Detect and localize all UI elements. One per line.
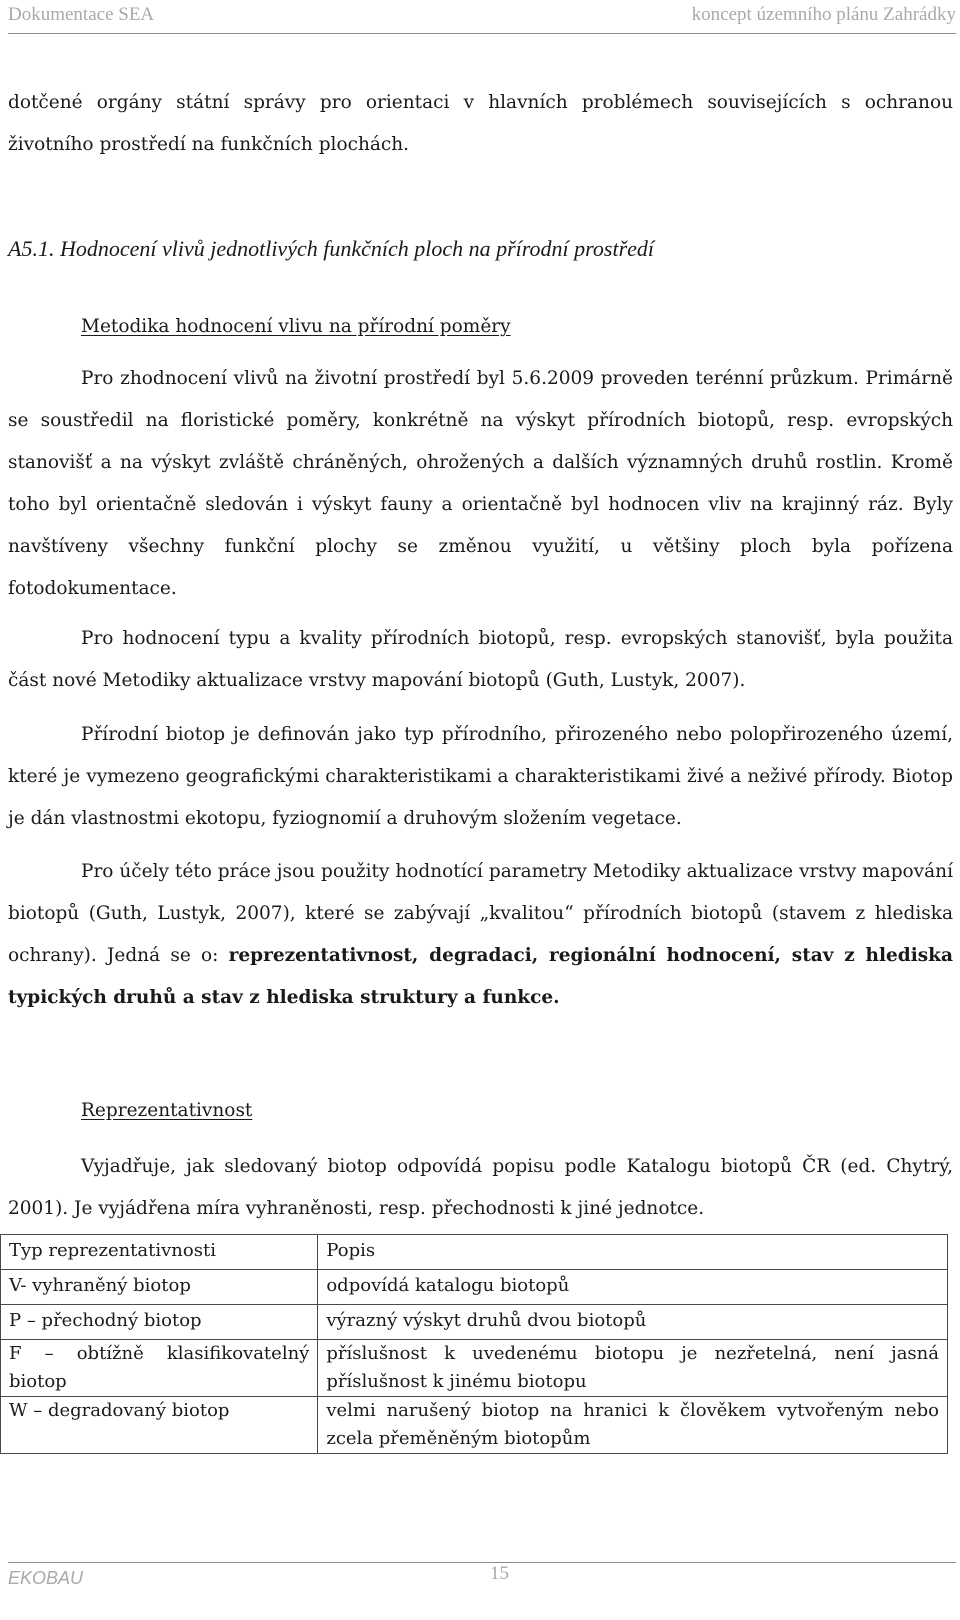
table-cell: F – obtížně klasifikovatelný biotop [1, 1340, 318, 1397]
method-heading: Metodika hodnocení vlivu na přírodní poměry [81, 316, 511, 337]
table-cell: P – přechodný biotop [1, 1305, 318, 1340]
table-cell: výrazný výskyt druhů dvou biotopů [318, 1305, 948, 1340]
section-heading: A5.1. Hodnocení vlivů jednotlivých funkčních ploch na přírodní prostředí [8, 236, 655, 261]
table-cell: W – degradovaný biotop [1, 1397, 318, 1454]
page-number: 15 [490, 1563, 509, 1584]
header-right-title: koncept územního plánu Zahrádky [691, 4, 956, 25]
table-row [1, 1305, 948, 1340]
table-row [1, 1340, 948, 1397]
paragraph-parameters [8, 851, 953, 1019]
paragraph-method-source: Pro hodnocení typu a kvality přírodních biotopů, resp. evropských stanovišť, byla použita část nové Metodiky aktualizace vrstvy mapování biotopů (Guth, Lustyk, 2007). [8, 628, 953, 691]
table-header-cell: Typ reprezentativnosti [1, 1235, 318, 1270]
table-row [1, 1270, 948, 1305]
representativeness-heading: Reprezentativnost [81, 1100, 253, 1121]
footer-divider [8, 1562, 956, 1563]
table-cell: V- vyhraněný biotop [1, 1270, 318, 1305]
header-divider [8, 33, 956, 34]
paragraph-intro: dotčené orgány státní správy pro orientaci v hlavních problémech souvisejících s ochranou životního prostředí na funkčních plochách. [8, 92, 953, 155]
table-header-cell: Popis [318, 1235, 948, 1270]
paragraph-survey: Pro zhodnocení vlivů na životní prostředí byl 5.6.2009 proveden terénní průzkum. Primárně se soustředil na floristické poměry, konkrétně na výskyt přírodních biotopů, resp. evropských stanovišť a na výskyt zvláště chráněných, ohrožených a dalších významných druhů rostlin. Kromě toho byl orientačně sledován i výskyt fauny a orientačně byl hodnocen vliv na krajinný ráz. Byly navštíveny všechny funkční plochy se změnou využití, u většiny ploch byla pořízena fotodokumentace. [8, 368, 953, 599]
page-header [8, 0, 956, 30]
paragraph-biotope-definition: Přírodní biotop je definován jako typ přírodního, přirozeného nebo polopřirozeného území, které je vymezeno geografickými charakteristikami a charakteristikami živé a neživé přírody. Biotop je dán vlastnostmi ekotopu, fyziognomií a druhovým složením vegetace. [8, 724, 953, 829]
table-cell: velmi narušený biotop na hranici k člověkem vytvořeným nebo zcela přeměněným biotopům [318, 1397, 948, 1454]
table-cell: odpovídá katalogu biotopů [318, 1270, 948, 1305]
parameters-text: Pro účely této práce jsou použity hodnotící parametry Metodiky aktualizace vrstvy mapování biotopů (Guth, Lustyk, 2007), které se zabývají „kvalitou“ přírodních biotopů (stavem z hlediska ochrany). Jedná se o: [8, 861, 953, 966]
footer-company: EKOBAU [8, 1568, 84, 1588]
table-cell: příslušnost k uvedenému biotopu je nezřetelná, není jasná příslušnost k jinému biotopu [318, 1340, 948, 1397]
table-row [1, 1397, 948, 1454]
representativeness-table [0, 1234, 948, 1454]
paragraph-representativeness: Vyjadřuje, jak sledovaný biotop odpovídá popisu podle Katalogu biotopů ČR (ed. Chytrý, 2001). Je vyjádřena míra vyhraněnosti, resp. přechodnosti k jiné jednotce. [8, 1156, 953, 1219]
table-header-row [1, 1235, 948, 1270]
header-left-title: Dokumentace SEA [8, 4, 155, 25]
parameters-bold-text: reprezentativnost, degradaci, regionální hodnocení, stav z hlediska typických druhů a stav z hlediska struktury a funkce. [8, 945, 953, 1008]
